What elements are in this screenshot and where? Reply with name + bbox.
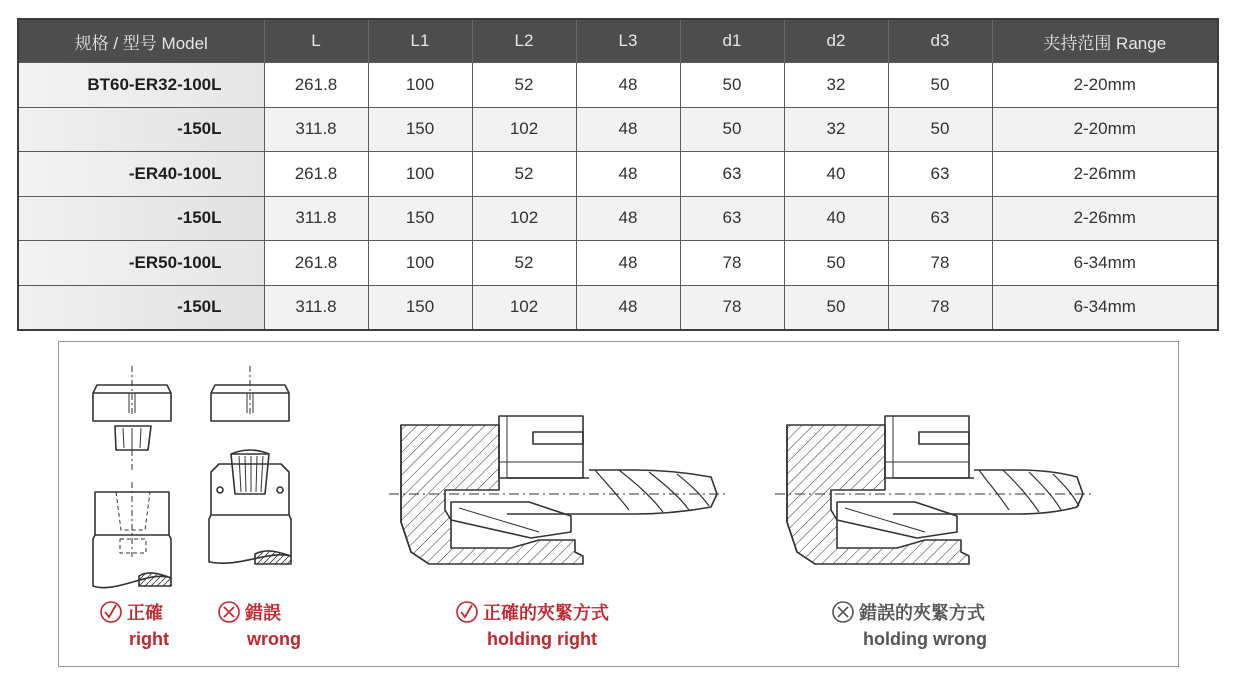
cell-model: -ER40-100L	[18, 152, 264, 197]
cell-l2: 102	[472, 107, 576, 152]
caption-holding-wrong	[831, 600, 987, 650]
cell-model: -150L	[18, 107, 264, 152]
cell-range: 2-26mm	[992, 152, 1218, 197]
col-header-model: 规格 / 型号 Model	[18, 19, 264, 63]
caption-collet-wrong-en: wrong	[247, 629, 301, 649]
table-row	[18, 107, 1218, 152]
cell-d3: 50	[888, 107, 992, 152]
cell-d3: 63	[888, 152, 992, 197]
x-circle-icon	[217, 600, 241, 624]
cell-d3: 63	[888, 196, 992, 241]
cell-d1: 50	[680, 63, 784, 108]
cell-d1: 63	[680, 152, 784, 197]
caption-holding-wrong-en: holding wrong	[863, 629, 987, 649]
cell-d2: 32	[784, 63, 888, 108]
cell-range: 6-34mm	[992, 285, 1218, 330]
usage-illustration-panel	[58, 341, 1179, 667]
x-circle-icon	[831, 600, 855, 624]
cell-l2: 102	[472, 285, 576, 330]
cell-l1: 150	[368, 107, 472, 152]
col-header-d3: d3	[888, 19, 992, 63]
collet-wrong-drawing	[209, 366, 291, 564]
table-row	[18, 241, 1218, 286]
table-row	[18, 63, 1218, 108]
cell-l: 261.8	[264, 63, 368, 108]
col-header-range: 夹持范围 Range	[992, 19, 1218, 63]
cell-range: 2-20mm	[992, 107, 1218, 152]
cell-d3: 78	[888, 241, 992, 286]
holding-wrong-drawing	[775, 416, 1093, 564]
col-header-d2: d2	[784, 19, 888, 63]
cell-l1: 150	[368, 285, 472, 330]
col-header-l3: L3	[576, 19, 680, 63]
col-header-l1: L1	[368, 19, 472, 63]
cell-d3: 78	[888, 285, 992, 330]
caption-holding-wrong-cn: 錯誤的夾緊方式	[859, 603, 985, 623]
cell-model: -150L	[18, 285, 264, 330]
cell-d1: 78	[680, 285, 784, 330]
holding-right-drawing	[389, 416, 727, 564]
cell-l: 261.8	[264, 241, 368, 286]
spec-table	[17, 18, 1219, 331]
cell-l: 261.8	[264, 152, 368, 197]
table-row	[18, 196, 1218, 241]
caption-collet-right-en: right	[129, 629, 169, 649]
cell-l2: 52	[472, 152, 576, 197]
col-header-d1: d1	[680, 19, 784, 63]
check-circle-icon	[99, 600, 123, 624]
cell-l1: 100	[368, 63, 472, 108]
table-row	[18, 152, 1218, 197]
caption-collet-wrong-cn: 錯誤	[245, 603, 281, 623]
cell-l2: 52	[472, 63, 576, 108]
collet-right-drawing	[93, 366, 171, 588]
cell-l3: 48	[576, 152, 680, 197]
cell-model: -150L	[18, 196, 264, 241]
cell-l3: 48	[576, 285, 680, 330]
col-header-l2: L2	[472, 19, 576, 63]
cell-l1: 100	[368, 241, 472, 286]
cell-l1: 150	[368, 196, 472, 241]
cell-range: 6-34mm	[992, 241, 1218, 286]
col-header-l: L	[264, 19, 368, 63]
cell-range: 2-26mm	[992, 196, 1218, 241]
cell-model: -ER50-100L	[18, 241, 264, 286]
cell-d2: 40	[784, 152, 888, 197]
cell-l3: 48	[576, 63, 680, 108]
cell-model: BT60-ER32-100L	[18, 63, 264, 108]
caption-holding-right-cn: 正確的夾緊方式	[483, 603, 609, 623]
cell-l3: 48	[576, 196, 680, 241]
check-circle-icon	[455, 600, 479, 624]
caption-collet-wrong	[217, 600, 301, 650]
cell-l3: 48	[576, 107, 680, 152]
cell-range: 2-20mm	[992, 63, 1218, 108]
cell-l: 311.8	[264, 107, 368, 152]
table-row	[18, 285, 1218, 330]
cell-d1: 78	[680, 241, 784, 286]
cell-l: 311.8	[264, 196, 368, 241]
caption-holding-right	[455, 600, 609, 650]
caption-collet-right-cn: 正確	[127, 603, 163, 623]
cell-d1: 50	[680, 107, 784, 152]
cell-d1: 63	[680, 196, 784, 241]
cell-d3: 50	[888, 63, 992, 108]
cell-l2: 52	[472, 241, 576, 286]
caption-collet-right	[99, 600, 169, 650]
cell-l1: 100	[368, 152, 472, 197]
cell-d2: 40	[784, 196, 888, 241]
cell-d2: 32	[784, 107, 888, 152]
cell-d2: 50	[784, 241, 888, 286]
cell-d2: 50	[784, 285, 888, 330]
table-header-row	[18, 19, 1218, 63]
cell-l: 311.8	[264, 285, 368, 330]
cell-l3: 48	[576, 241, 680, 286]
cell-l2: 102	[472, 196, 576, 241]
caption-holding-right-en: holding right	[487, 629, 597, 649]
